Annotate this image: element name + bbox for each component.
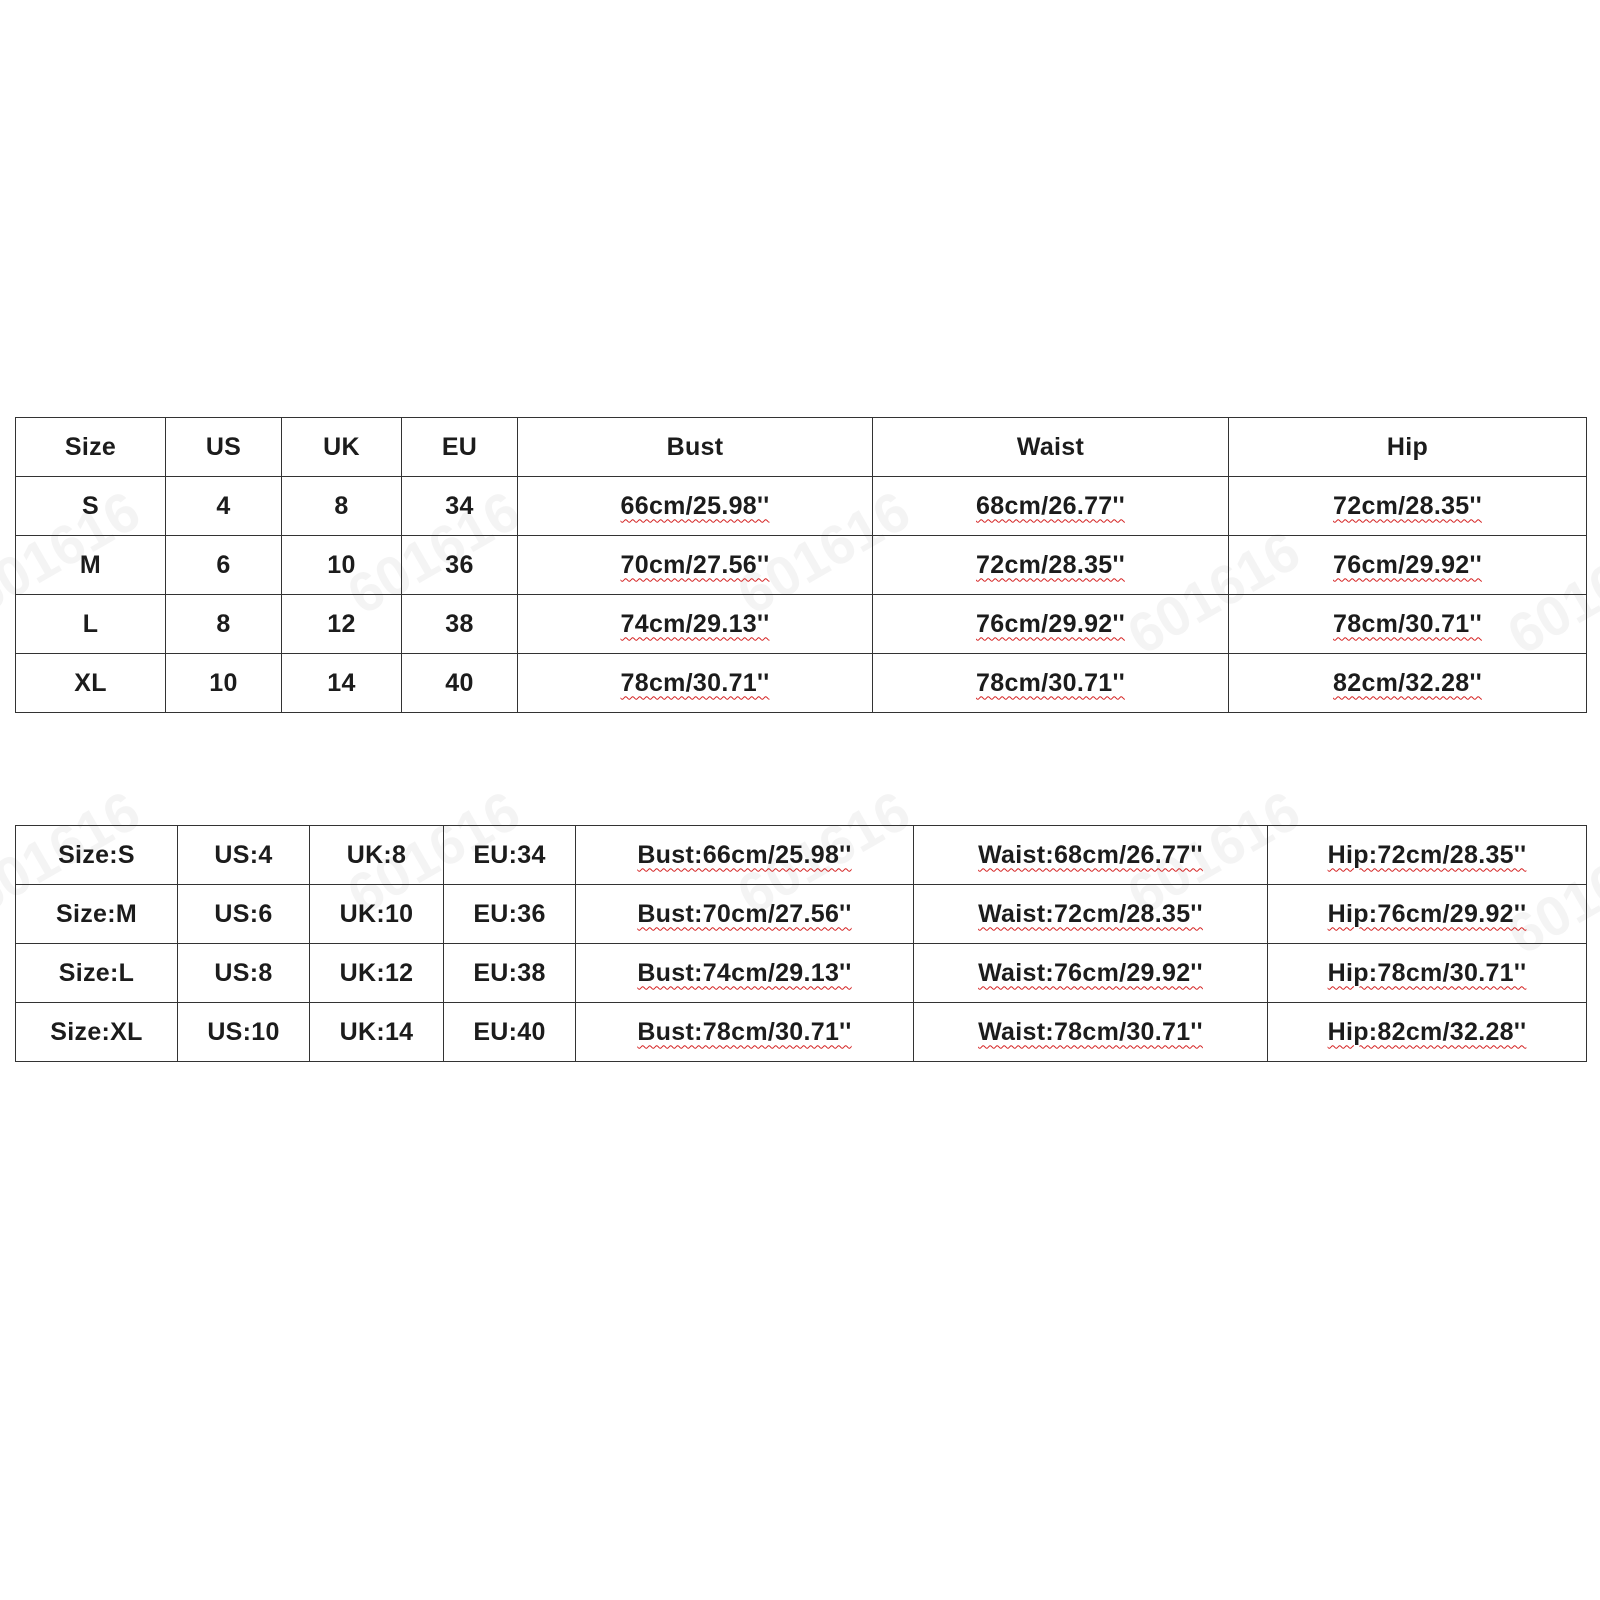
table-cell: [914, 1003, 1268, 1062]
cell-text: 74cm/29.13'': [620, 609, 770, 638]
table-cell: Size:S: [16, 826, 178, 885]
cell-text: 70cm/27.56'': [620, 550, 770, 579]
cell-text: Bust:74cm/29.13'': [637, 958, 852, 987]
table-cell: 12: [282, 595, 402, 654]
table-row: [16, 536, 1587, 595]
header-cell: US: [166, 418, 282, 477]
header-cell: EU: [402, 418, 518, 477]
table-cell: US:6: [178, 885, 310, 944]
cell-text: Bust:66cm/25.98'': [637, 840, 852, 869]
table-cell: [1229, 595, 1587, 654]
table-cell: UK:8: [310, 826, 444, 885]
cell-text: Waist:78cm/30.71'': [978, 1017, 1203, 1046]
cell-text: 68cm/26.77'': [976, 491, 1125, 520]
table-cell: [576, 1003, 914, 1062]
table-cell: [1229, 477, 1587, 536]
table-cell: 10: [282, 536, 402, 595]
table-cell: [914, 944, 1268, 1003]
cell-text: 78cm/30.71'': [976, 668, 1125, 697]
table-cell: [518, 595, 873, 654]
table-cell: 40: [402, 654, 518, 713]
cell-text: 78cm/30.71'': [1333, 609, 1482, 638]
cell-text: Bust:70cm/27.56'': [637, 899, 852, 928]
table-header-row: [16, 418, 1587, 477]
table-row: [16, 885, 1587, 944]
table-row: [16, 826, 1587, 885]
table-cell: UK:10: [310, 885, 444, 944]
table-cell: 10: [166, 654, 282, 713]
table-cell: [576, 885, 914, 944]
table-cell: Size:XL: [16, 1003, 178, 1062]
table-cell: [914, 885, 1268, 944]
table-cell: 4: [166, 477, 282, 536]
table-cell: [1229, 654, 1587, 713]
table-cell: EU:34: [444, 826, 576, 885]
table-cell: [914, 826, 1268, 885]
header-cell: Bust: [518, 418, 873, 477]
table-cell: EU:36: [444, 885, 576, 944]
table-cell: L: [16, 595, 166, 654]
table-cell: EU:38: [444, 944, 576, 1003]
table-cell: [873, 595, 1229, 654]
table-cell: [1268, 826, 1587, 885]
size-chart-table: [15, 417, 1587, 713]
table-cell: Size:L: [16, 944, 178, 1003]
table-row: [16, 654, 1587, 713]
cell-text: Hip:76cm/29.92'': [1327, 899, 1527, 928]
table-cell: [1268, 885, 1587, 944]
table-cell: US:10: [178, 1003, 310, 1062]
table-cell: 8: [282, 477, 402, 536]
table-cell: [1268, 944, 1587, 1003]
table-row: [16, 595, 1587, 654]
table-row: [16, 477, 1587, 536]
table-cell: [576, 826, 914, 885]
table-row: [16, 1003, 1587, 1062]
cell-text: 72cm/28.35'': [1333, 491, 1482, 520]
cell-text: 78cm/30.71'': [620, 668, 770, 697]
table-cell: [1229, 536, 1587, 595]
table-cell: US:4: [178, 826, 310, 885]
table-cell: [518, 477, 873, 536]
header-cell: UK: [282, 418, 402, 477]
cell-text: Hip:78cm/30.71'': [1327, 958, 1527, 987]
table-cell: 34: [402, 477, 518, 536]
table-cell: 6: [166, 536, 282, 595]
table-cell: 8: [166, 595, 282, 654]
table-row: [16, 944, 1587, 1003]
table-cell: UK:12: [310, 944, 444, 1003]
cell-text: Waist:68cm/26.77'': [978, 840, 1203, 869]
table-cell: 36: [402, 536, 518, 595]
cell-text: Bust:78cm/30.71'': [637, 1017, 852, 1046]
cell-text: Hip:82cm/32.28'': [1327, 1017, 1527, 1046]
table-cell: [576, 944, 914, 1003]
cell-text: 72cm/28.35'': [976, 550, 1125, 579]
table-cell: EU:40: [444, 1003, 576, 1062]
table-cell: Size:M: [16, 885, 178, 944]
cell-text: 82cm/32.28'': [1333, 668, 1482, 697]
table-cell: S: [16, 477, 166, 536]
header-cell: Size: [16, 418, 166, 477]
table-cell: M: [16, 536, 166, 595]
table-cell: 38: [402, 595, 518, 654]
table-cell: XL: [16, 654, 166, 713]
table-cell: 14: [282, 654, 402, 713]
header-cell: Waist: [873, 418, 1229, 477]
table-cell: US:8: [178, 944, 310, 1003]
table-cell: [873, 477, 1229, 536]
cell-text: Waist:72cm/28.35'': [978, 899, 1203, 928]
cell-text: 76cm/29.92'': [1333, 550, 1482, 579]
table-cell: [873, 654, 1229, 713]
cell-text: Hip:72cm/28.35'': [1327, 840, 1527, 869]
table-cell: [518, 654, 873, 713]
header-cell: Hip: [1229, 418, 1587, 477]
table-cell: [518, 536, 873, 595]
cell-text: 76cm/29.92'': [976, 609, 1125, 638]
cell-text: Waist:76cm/29.92'': [978, 958, 1203, 987]
cell-text: 66cm/25.98'': [620, 491, 770, 520]
table-cell: [1268, 1003, 1587, 1062]
table-cell: UK:14: [310, 1003, 444, 1062]
size-chart-labeled-table: [15, 825, 1587, 1062]
table-cell: [873, 536, 1229, 595]
